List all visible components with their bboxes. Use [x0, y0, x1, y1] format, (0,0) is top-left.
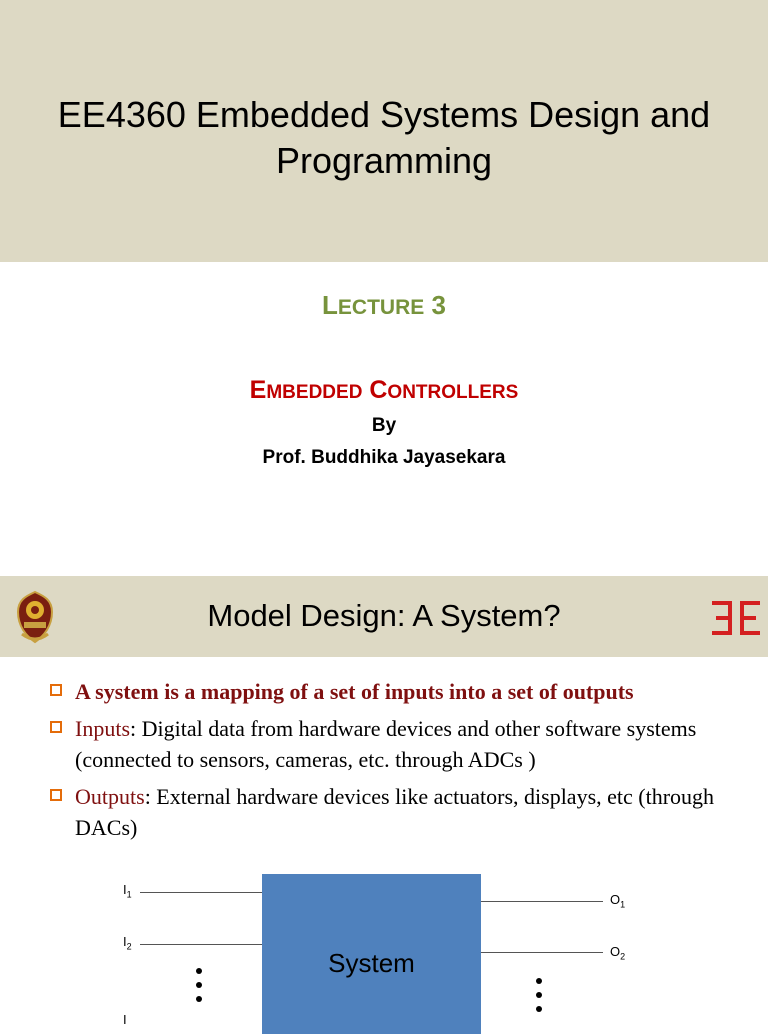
output-ellipsis-dot [536, 978, 542, 984]
bullet-box-icon [50, 684, 62, 696]
author-name: Prof. Buddhika Jayasekara [262, 447, 506, 468]
system-block-label: System [328, 948, 415, 978]
bullet-text: : Digital data from hardware devices and other software systems (connected to sensors, cameras, etc. through ADCs ) [75, 716, 697, 772]
bullet-term: Outputs [75, 784, 145, 809]
input-line-2 [140, 944, 262, 945]
subtitle-rest-1: MBEDDED [266, 382, 363, 403]
bullet-list [50, 676, 750, 849]
input-ellipsis-dot [196, 996, 202, 1002]
output-ellipsis-dot [536, 992, 542, 998]
bullet-system-definition [50, 676, 750, 707]
input-label-n: I [123, 1012, 127, 1027]
university-crest-icon [14, 590, 56, 646]
lecture-initial: L [322, 290, 338, 320]
input-line-1 [140, 892, 262, 893]
output-label-2: $O_2$ [610, 944, 626, 962]
bullet-box-icon [50, 789, 62, 801]
lecture-rest: ECTURE [337, 296, 425, 319]
by-label: By [371, 415, 397, 436]
bullet-term: Inputs [75, 716, 130, 741]
bullet-outputs [50, 781, 750, 843]
ee-department-icon [708, 597, 764, 639]
lecture-heading [0, 290, 768, 321]
subtitle-initial-1: E [249, 376, 267, 404]
bullet-inputs [50, 713, 750, 775]
system-diagram [0, 860, 768, 1027]
bullet-text: : External hardware devices like actuators, displays, etc (through DACs) [75, 784, 715, 840]
input-label-1: $I_1$ [123, 882, 132, 900]
lecture-subtitle [0, 376, 768, 405]
slide2-title: Model Design: A System? [207, 598, 561, 633]
output-line-1 [481, 901, 603, 902]
input-ellipsis-dot [196, 982, 202, 988]
bullet-term: A system is a mapping of a set of inputs into a set of outputs [75, 679, 634, 704]
input-label-2: $I_2$ [123, 934, 132, 952]
lecture-number: 3 [424, 290, 446, 320]
subtitle-rest-2: ONTROLLERS [387, 382, 519, 403]
output-ellipsis-dot [536, 1006, 542, 1012]
slide1-title: EE4360 Embedded Systems Design and Programming [57, 94, 711, 181]
output-label-1: $O_1$ [610, 892, 626, 910]
subtitle-initial-2: C [362, 376, 388, 404]
bullet-box-icon [50, 721, 62, 733]
output-line-2 [481, 952, 603, 953]
input-ellipsis-dot [196, 968, 202, 974]
